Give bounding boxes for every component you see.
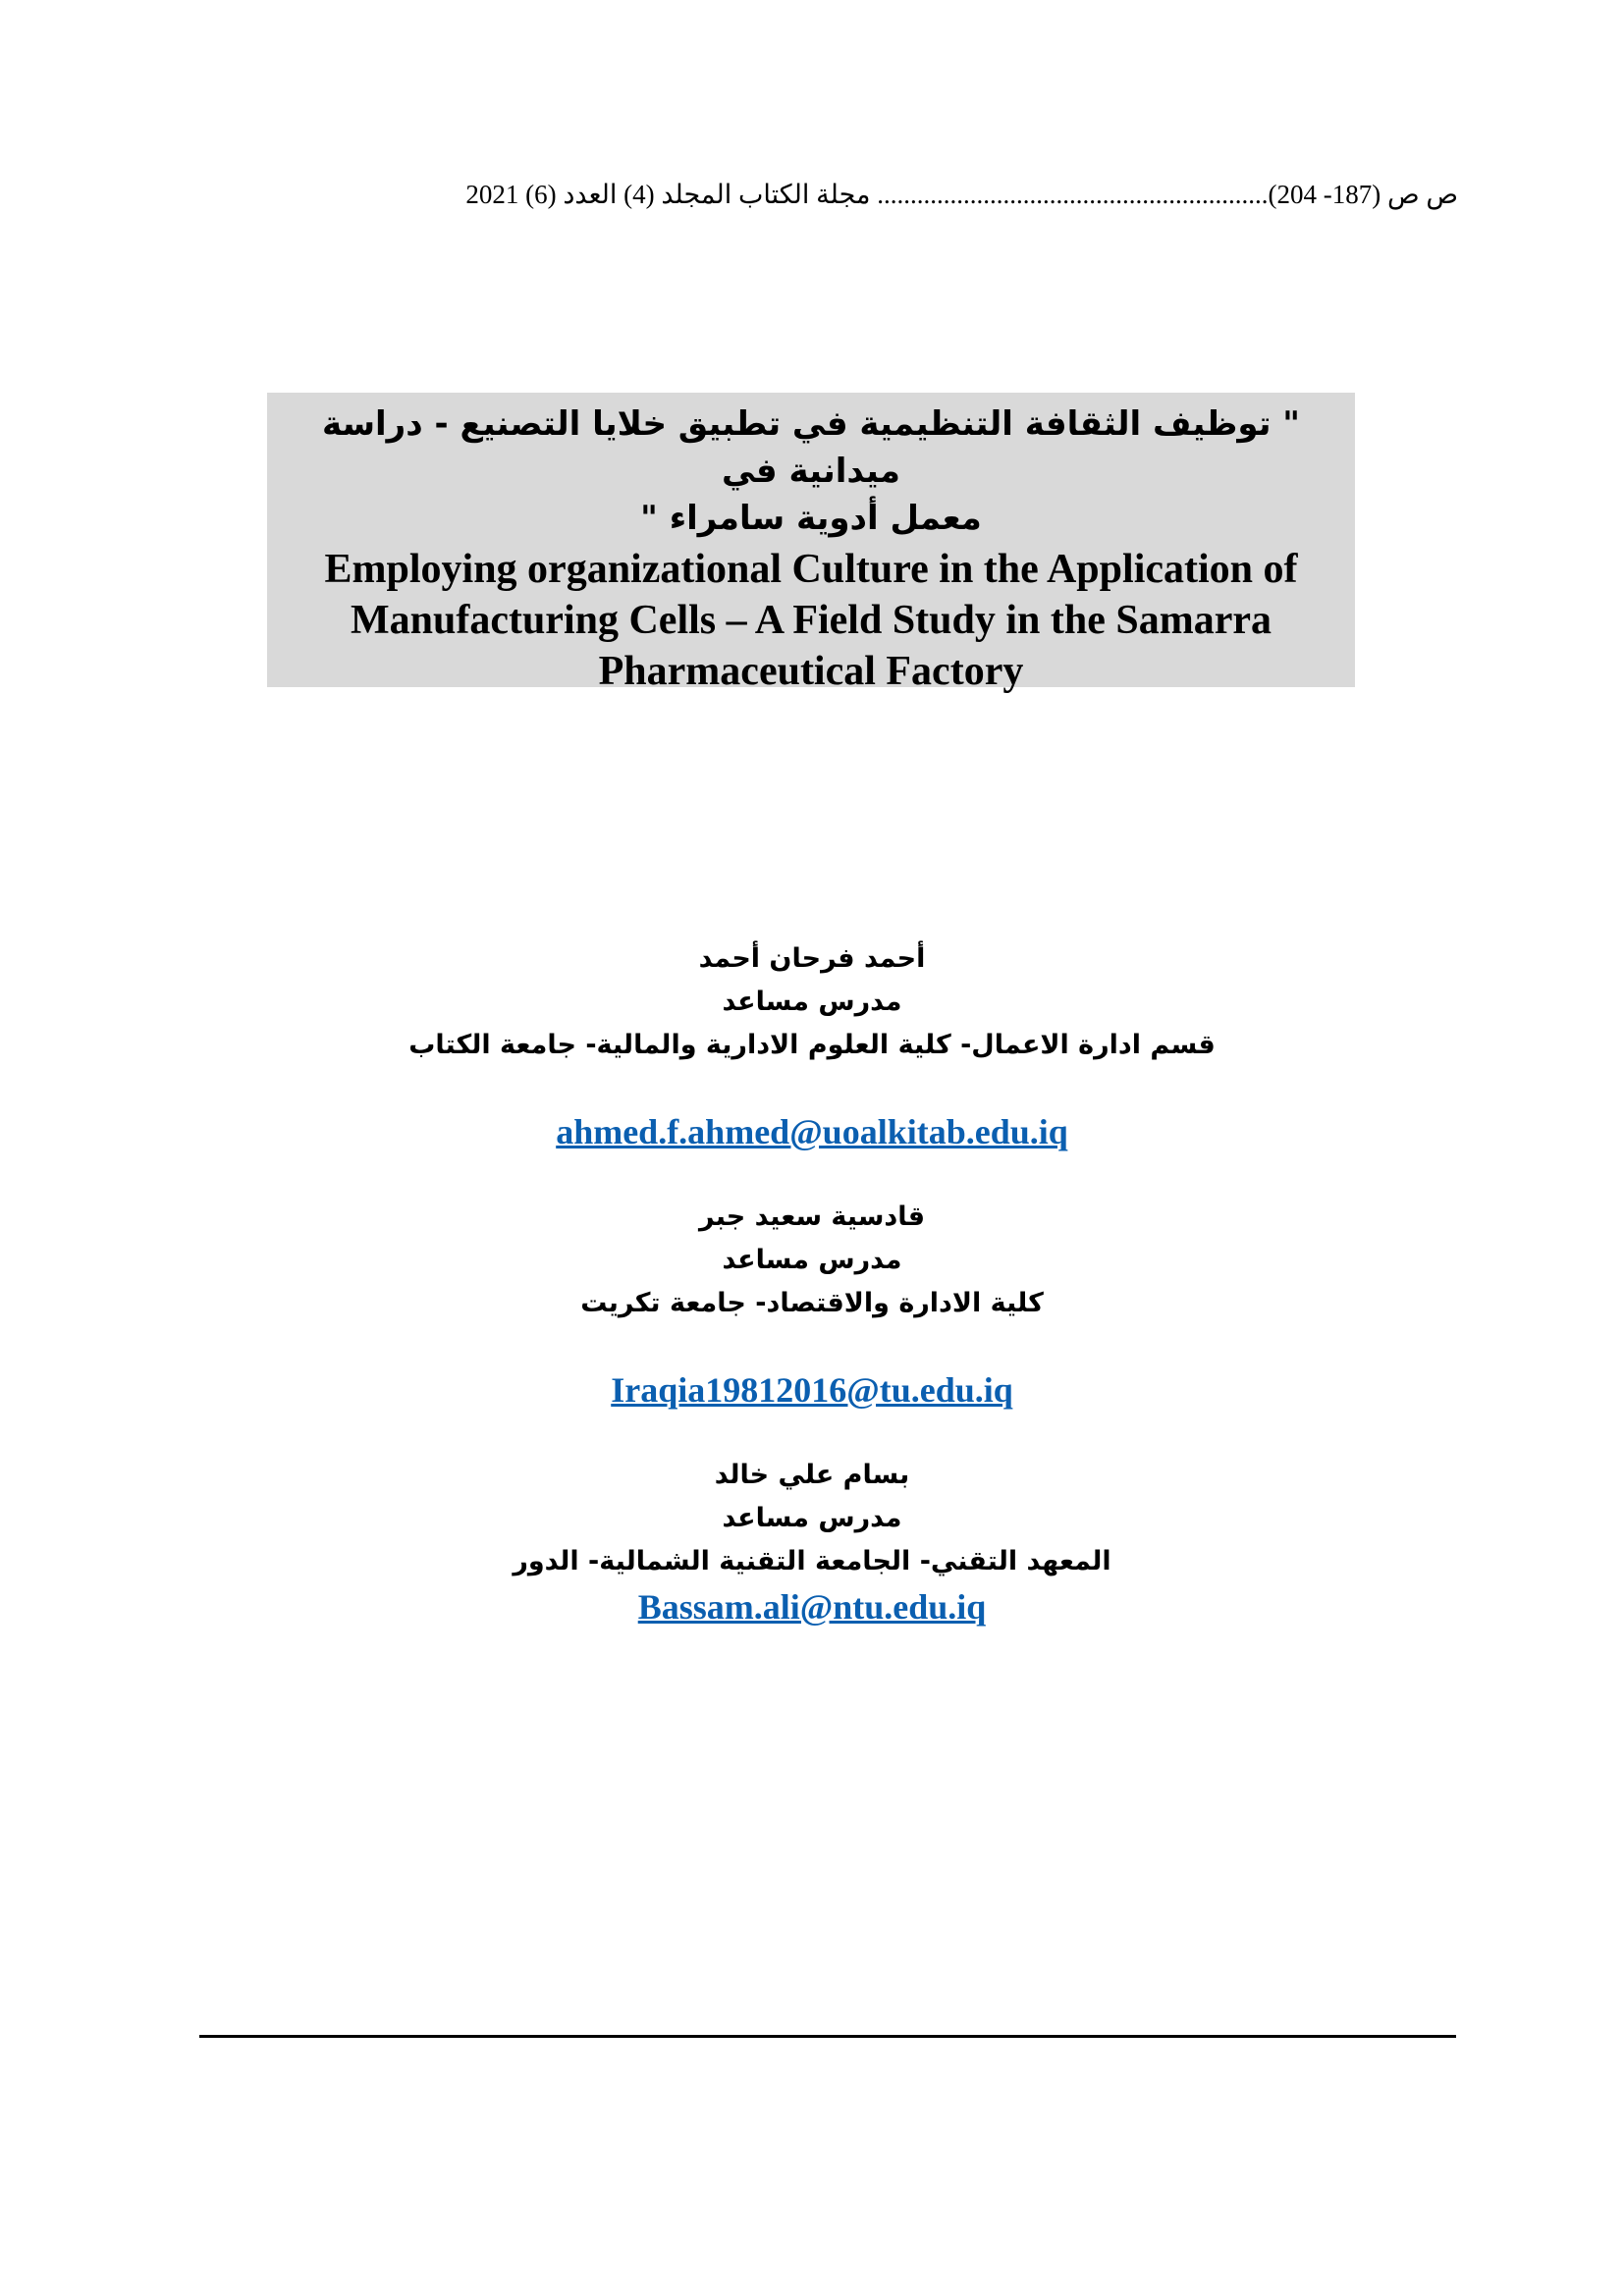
author-position: مدرس مساعد [722,987,902,1017]
author-affiliation: قسم ادارة الاعمال- كلية العلوم الادارية والمالية- جامعة الكتاب [408,1030,1216,1060]
english-title-line-1: Employing organizational Culture in the Application of [324,547,1298,592]
author-block-1 [0,937,1624,1155]
english-title-line-2: Manufacturing Cells – A Field Study in the Samarra [350,598,1272,643]
running-header: ص ص (187- 204)........................................................... مجلة الكتاب المجلد (4) العدد (6) 2021 [465,180,1458,209]
author-position: مدرس مساعد [722,1503,902,1533]
english-title [267,544,1355,697]
english-title-line-3: Pharmaceutical Factory [598,649,1024,694]
author-email-link[interactable]: Iraqia19812016@tu.edu.iq [611,1370,1013,1410]
title-box [267,393,1355,694]
author-email-link[interactable]: ahmed.f.ahmed@uoalkitab.edu.iq [556,1112,1068,1151]
author-name: قادسية سعيد جبر [698,1201,926,1232]
arabic-title-line-1: " توظيف الثقافة التنظيمية في تطبيق خلايا التصنيع - دراسة ميدانية في [321,404,1301,491]
author-block-3 [0,1454,1624,1630]
author-affiliation: المعهد التقني- الجامعة التقنية الشمالية- الدور [513,1546,1111,1576]
author-block-2 [0,1196,1624,1414]
author-name: أحمد فرحان أحمد [698,943,926,974]
author-position: مدرس مساعد [722,1245,902,1275]
author-email-link[interactable]: Bassam.ali@ntu.edu.iq [637,1587,987,1627]
author-name: بسام علي خالد [714,1460,910,1490]
footnote-separator-rule [199,2035,1456,2038]
author-affiliation: كلية الادارة والاقتصاد- جامعة تكريت [580,1288,1044,1318]
arabic-title-line-2: معمل أدوية سامراء " [640,499,982,538]
